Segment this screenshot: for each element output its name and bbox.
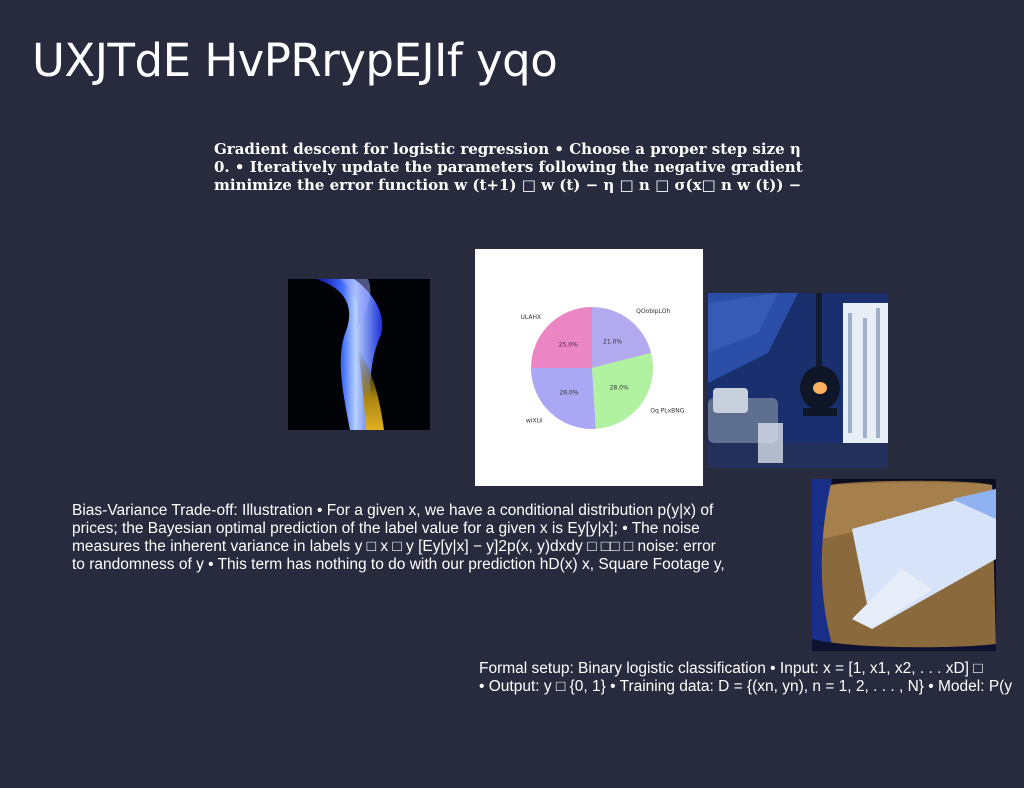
text-line: • Output: y □ {0, 1} • Training data: D = {(xn, yn), n = 1, 2, . . . , N} • Model: P(y xyxy=(479,678,1013,695)
pie-category-label: QOobIpLOh xyxy=(636,308,671,316)
bias-variance-text xyxy=(72,502,772,574)
text-line: Formal setup: Binary logistic classification • Input: x = [1, x1, x2, . . . xD] □ xyxy=(479,660,983,677)
pie-category-label: wIXUi xyxy=(525,417,543,425)
text-line: Bias-Variance Trade-off: Illustration • For a given x, we have a conditional distribution p(y|x) of xyxy=(72,502,714,519)
text-line: prices; the Bayesian optimal prediction of the label value for a given x is Ey[y|x]; • The noise xyxy=(72,520,700,537)
room-photo xyxy=(708,293,888,468)
pie-value-label: 21.0% xyxy=(603,338,623,346)
pie-chart xyxy=(475,249,703,486)
airplane-wing-photo xyxy=(812,479,996,651)
pie-value-label: 26.0% xyxy=(559,389,579,397)
pie-category-label: ULAHX xyxy=(520,314,542,322)
gradient-descent-text xyxy=(214,140,864,194)
pie-value-label: 28.0% xyxy=(609,384,629,392)
text-line: 0. • Iteratively update the parameters following the negative gradient xyxy=(214,158,803,176)
text-line: Gradient descent for logistic regression • Choose a proper step size η xyxy=(214,140,801,158)
text-line: minimize the error function w (t+1) □ w (t) − η □ n □ σ(x□ n w (t)) − xyxy=(214,176,802,194)
pie-category-label: Oq PLxBNG xyxy=(650,407,685,415)
flame-image xyxy=(288,279,430,430)
text-line: to randomness of y • This term has nothing to do with our prediction hD(x) x, Square Footage y, xyxy=(72,556,725,573)
pie-value-label: 25.0% xyxy=(558,341,578,349)
text-line: measures the inherent variance in labels y □ x □ y [Ey[y|x] − y]2p(x, y)dxdy □ □□ □ noise: error xyxy=(72,538,716,555)
formal-setup-text xyxy=(479,660,1024,696)
slide-title: UXJTdE HvPRrypEJIf yqo xyxy=(32,34,558,87)
